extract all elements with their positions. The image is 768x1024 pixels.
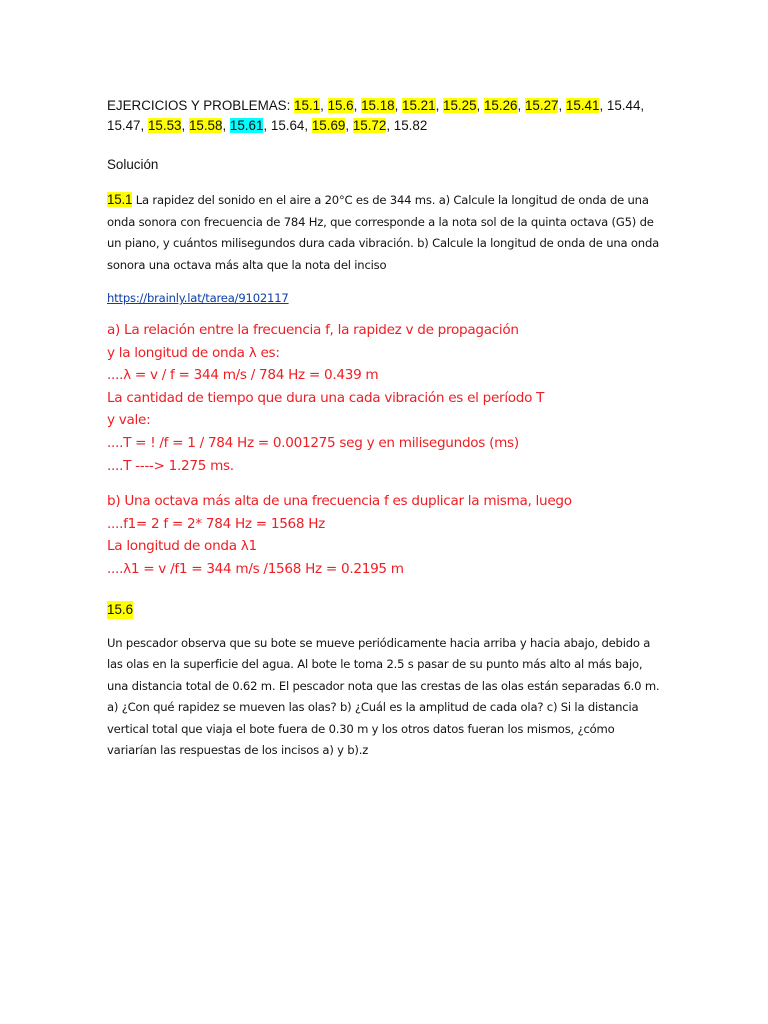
answer-line: ....λ = v / f = 344 m/s / 784 Hz = 0.439 m (107, 367, 379, 384)
answer-part-a (107, 319, 667, 477)
problem-15-1 (107, 189, 667, 276)
exercise-number: 15.47 (107, 118, 141, 133)
exercise-number: 15.82 (393, 118, 428, 133)
exercise-number: 15.18 (361, 98, 395, 113)
exercise-number: 15.41 (565, 98, 600, 113)
answer-part-b (107, 490, 667, 580)
answer-line: a) La relación entre la frecuencia f, la rapidez v de propagación (107, 322, 519, 338)
answer-line: ....f1= 2 f = 2* 784 Hz = 1568 Hz (107, 515, 326, 532)
problem-15-6-text: Un pescador observa que su bote se mueve periódicamente hacia arriba y hacia abajo, debido a las olas en la superficie del agua. Al bote le toma 2.5 s pasar de su punto más alto al más bajo, una distancia total de 0.62 m. El pescador nota que las crestas de las olas están separadas 6.0 m. a) ¿Con qué rapidez se mueven las olas? b) ¿Cuál es la amplitud de cada ola? c) Si la distancia vertical total que viaja el bote fuera de 0.30 m y los otros datos fueran los mismos, ¿cómo variarían las respuestas de los incisos a) y b).z (107, 635, 660, 758)
answer-line: ....λ1 = v /f1 = 344 m/s /1568 Hz = 0.2195 m (107, 560, 404, 577)
brainly-link[interactable]: https://brainly.lat/tarea/9102117 (107, 291, 289, 305)
answer-line: La cantidad de tiempo que dura una cada vibración es el período T (107, 389, 545, 406)
exercise-number: 15.44 (606, 98, 641, 113)
answer-line: ....T ----> 1.275 ms. (107, 457, 234, 474)
problem-number-15-6: 15.6 (107, 601, 134, 617)
exercise-number: 15.61 (229, 118, 264, 133)
exercise-number: 15.21 (402, 98, 436, 113)
exercise-number: 15.53 (147, 118, 182, 133)
exercise-number: 15.26 (483, 98, 518, 113)
problem-15-1-text: La rapidez del sonido en el aire a 20°C es de 344 ms. a) Calcule la longitud de onda de una onda sonora con frecuencia de 784 Hz, que corresponde a la nota sol de la quinta octava (G5) de un piano, y cuántos milisegundos dura cada vibración. b) Calcule la longitud de onda de una onda sonora una octava más alta que la nota del inciso (107, 193, 660, 272)
exercise-number: 15.64 (270, 118, 305, 133)
answer-line: b) Una octava más alta de una frecuencia f es duplicar la misma, luego (107, 493, 572, 510)
answer-line: La longitud de onda λ1 (107, 538, 257, 555)
answer-line: y vale: (107, 412, 151, 429)
exercise-number: 15.58 (188, 118, 223, 133)
exercise-number: 15.6 (327, 98, 354, 113)
solution-label: Solución (107, 157, 159, 172)
problem-number-15-1: 15.1 (107, 192, 133, 207)
exercise-number: 15.25 (443, 98, 477, 113)
answer-line: ....T = ! /f = 1 / 784 Hz = 0.001275 seg y en milisegundos (ms) (107, 434, 519, 451)
exercise-list-header (107, 96, 667, 136)
exercise-list-label: EJERCICIOS Y PROBLEMAS: (107, 98, 291, 113)
document-content (107, 96, 667, 762)
exercise-number: 15.69 (311, 118, 346, 133)
exercise-number: 15.72 (352, 118, 387, 133)
exercise-number: 15.27 (524, 98, 559, 113)
exercise-list-items: 15.1, 15.6, 15.18, 15.21, 15.25, 15.26, 15.27, 15.41, 15.44, 15.47, 15.53, 15.58, 15.61, 15.64, 15.69, 15.72, 15.82 (107, 98, 645, 133)
exercise-number: 15.1 (294, 98, 321, 113)
answer-line: y la longitud de onda λ es: (107, 344, 280, 361)
